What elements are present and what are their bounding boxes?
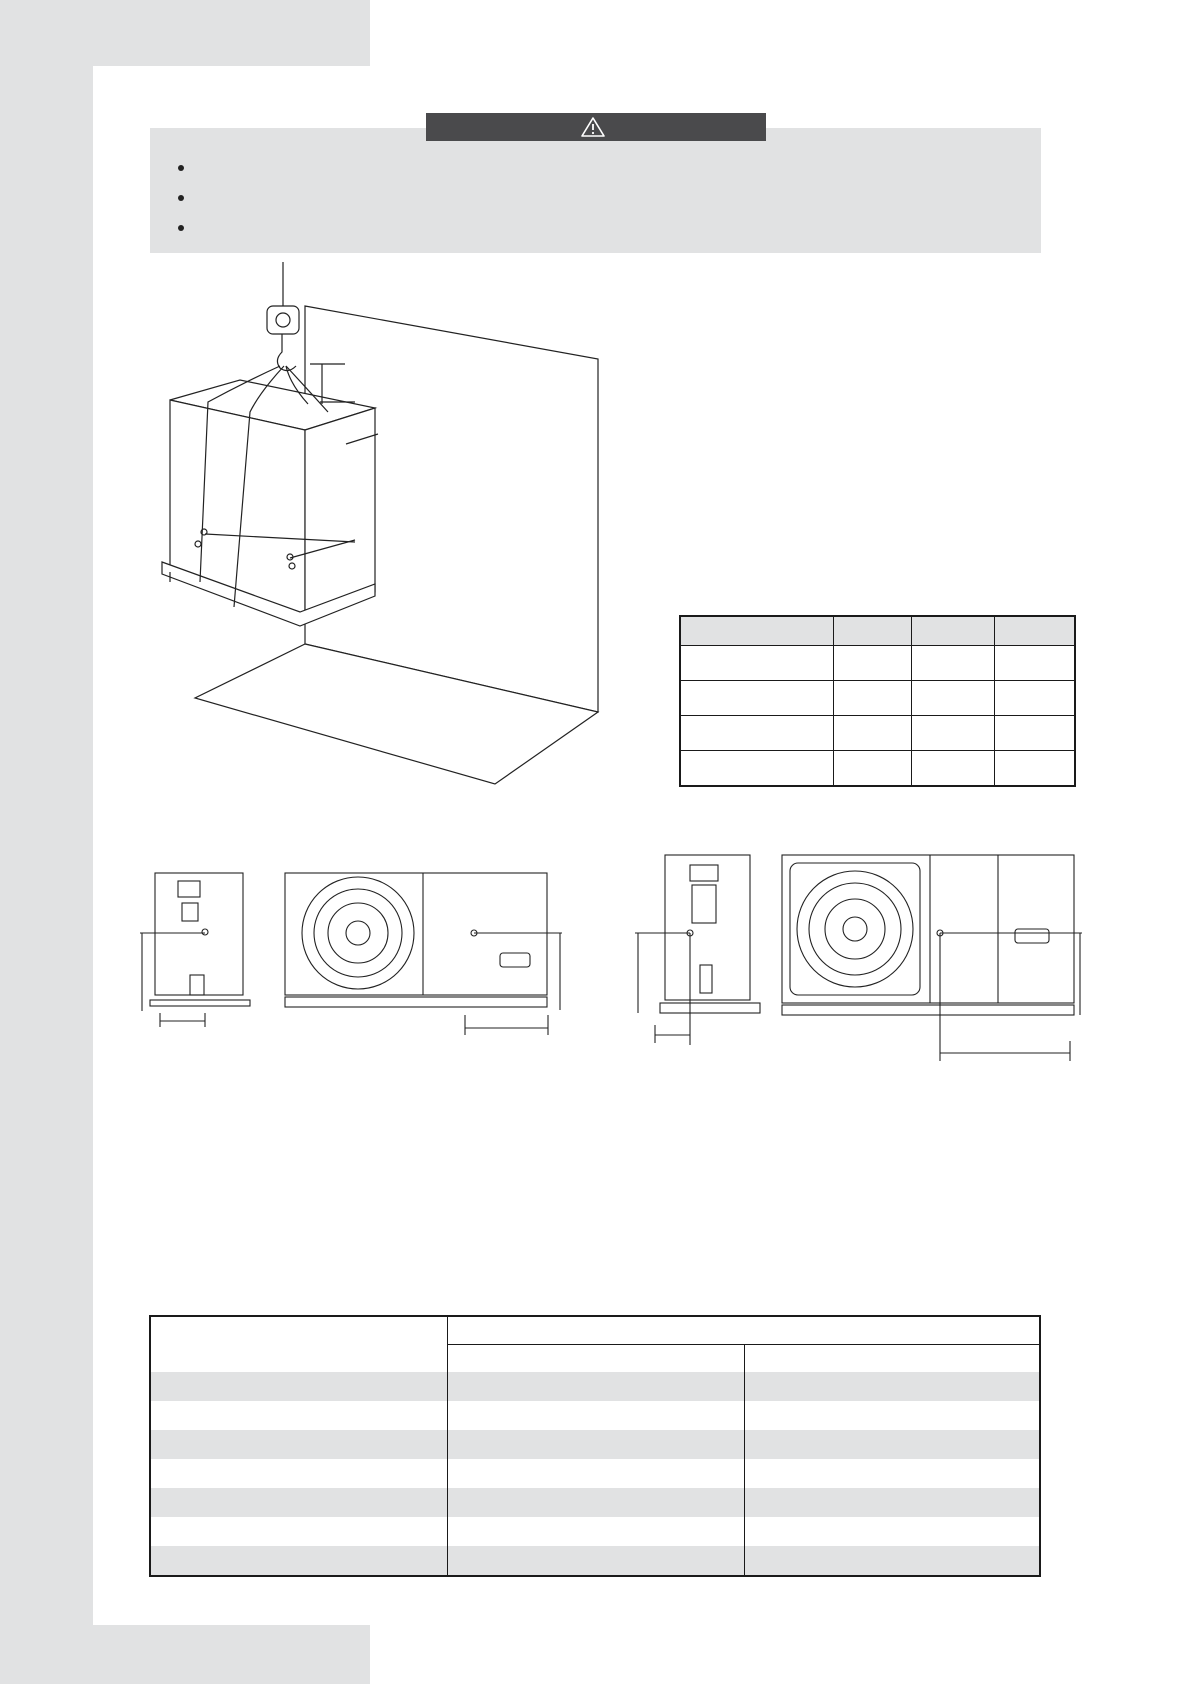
table-cell	[912, 716, 995, 751]
table-cell	[150, 1430, 448, 1459]
table-row	[680, 716, 1075, 751]
table-cell	[448, 1517, 745, 1546]
table-row	[150, 1401, 1040, 1430]
table-cell	[448, 1546, 745, 1576]
table-cell	[833, 646, 912, 681]
weight-table	[679, 615, 1076, 787]
table-row	[150, 1430, 1040, 1459]
table-cell	[912, 646, 995, 681]
table-cell	[745, 1488, 1041, 1517]
table-cell	[680, 751, 833, 787]
warning-box	[150, 128, 1041, 253]
bullet-dot	[178, 165, 184, 171]
table-cell	[448, 1401, 745, 1430]
table-cell	[833, 716, 912, 751]
spec-table-subheader-cell	[745, 1345, 1041, 1373]
table-cell	[745, 1546, 1041, 1576]
table-cell	[912, 751, 995, 787]
table-row	[150, 1372, 1040, 1401]
table-cell	[448, 1430, 745, 1459]
spec-table-header-cell	[448, 1316, 1041, 1345]
weight-table-header-row	[680, 616, 1075, 646]
warning-bullet	[178, 213, 196, 243]
table-row	[680, 751, 1075, 787]
table-cell	[833, 681, 912, 716]
table-cell	[680, 716, 833, 751]
spec-table-subheader-cell	[448, 1345, 745, 1373]
outdoor-unit-side-view-large	[635, 855, 760, 1045]
spec-table-header-row	[150, 1316, 1040, 1345]
table-row	[680, 681, 1075, 716]
dimension-drawings	[130, 835, 1090, 1075]
lifting-illustration	[150, 262, 610, 792]
table-row	[680, 646, 1075, 681]
outdoor-unit-front-view-large	[782, 855, 1082, 1061]
table-cell	[745, 1430, 1041, 1459]
table-cell	[833, 751, 912, 787]
table-cell	[150, 1488, 448, 1517]
table-row	[150, 1546, 1040, 1576]
warning-bullet-list	[178, 153, 196, 243]
table-cell	[995, 716, 1075, 751]
table-cell	[995, 681, 1075, 716]
table-cell	[995, 751, 1075, 787]
spec-table	[149, 1315, 1041, 1577]
outdoor-unit-side-view	[140, 873, 250, 1027]
table-cell	[680, 646, 833, 681]
table-cell	[150, 1517, 448, 1546]
table-row	[150, 1459, 1040, 1488]
table-cell	[995, 646, 1075, 681]
weight-table-header-cell	[995, 616, 1075, 646]
table-cell	[448, 1459, 745, 1488]
table-cell	[150, 1401, 448, 1430]
warning-bullet	[178, 153, 196, 183]
table-cell	[745, 1401, 1041, 1430]
outdoor-unit-icon	[162, 380, 375, 626]
table-cell	[680, 681, 833, 716]
page-edge-left	[0, 0, 93, 1684]
crane-hook-icon	[267, 306, 299, 371]
weight-table-header-cell	[680, 616, 833, 646]
table-cell	[448, 1488, 745, 1517]
table-cell	[448, 1372, 745, 1401]
warning-header	[426, 113, 766, 141]
outdoor-unit-front-view	[285, 873, 562, 1035]
warning-triangle-icon	[580, 116, 606, 138]
table-row	[150, 1517, 1040, 1546]
weight-table-header-cell	[912, 616, 995, 646]
table-cell	[150, 1546, 448, 1576]
table-cell	[745, 1517, 1041, 1546]
weight-table-header-cell	[833, 616, 912, 646]
spec-table-header-cell	[150, 1316, 448, 1372]
warning-bullet	[178, 183, 196, 213]
page-edge-bottom	[0, 1625, 370, 1684]
bullet-dot	[178, 195, 184, 201]
table-cell	[150, 1459, 448, 1488]
table-cell	[745, 1459, 1041, 1488]
bullet-dot	[178, 225, 184, 231]
table-cell	[912, 681, 995, 716]
table-cell	[745, 1372, 1041, 1401]
table-cell	[150, 1372, 448, 1401]
table-row	[150, 1488, 1040, 1517]
